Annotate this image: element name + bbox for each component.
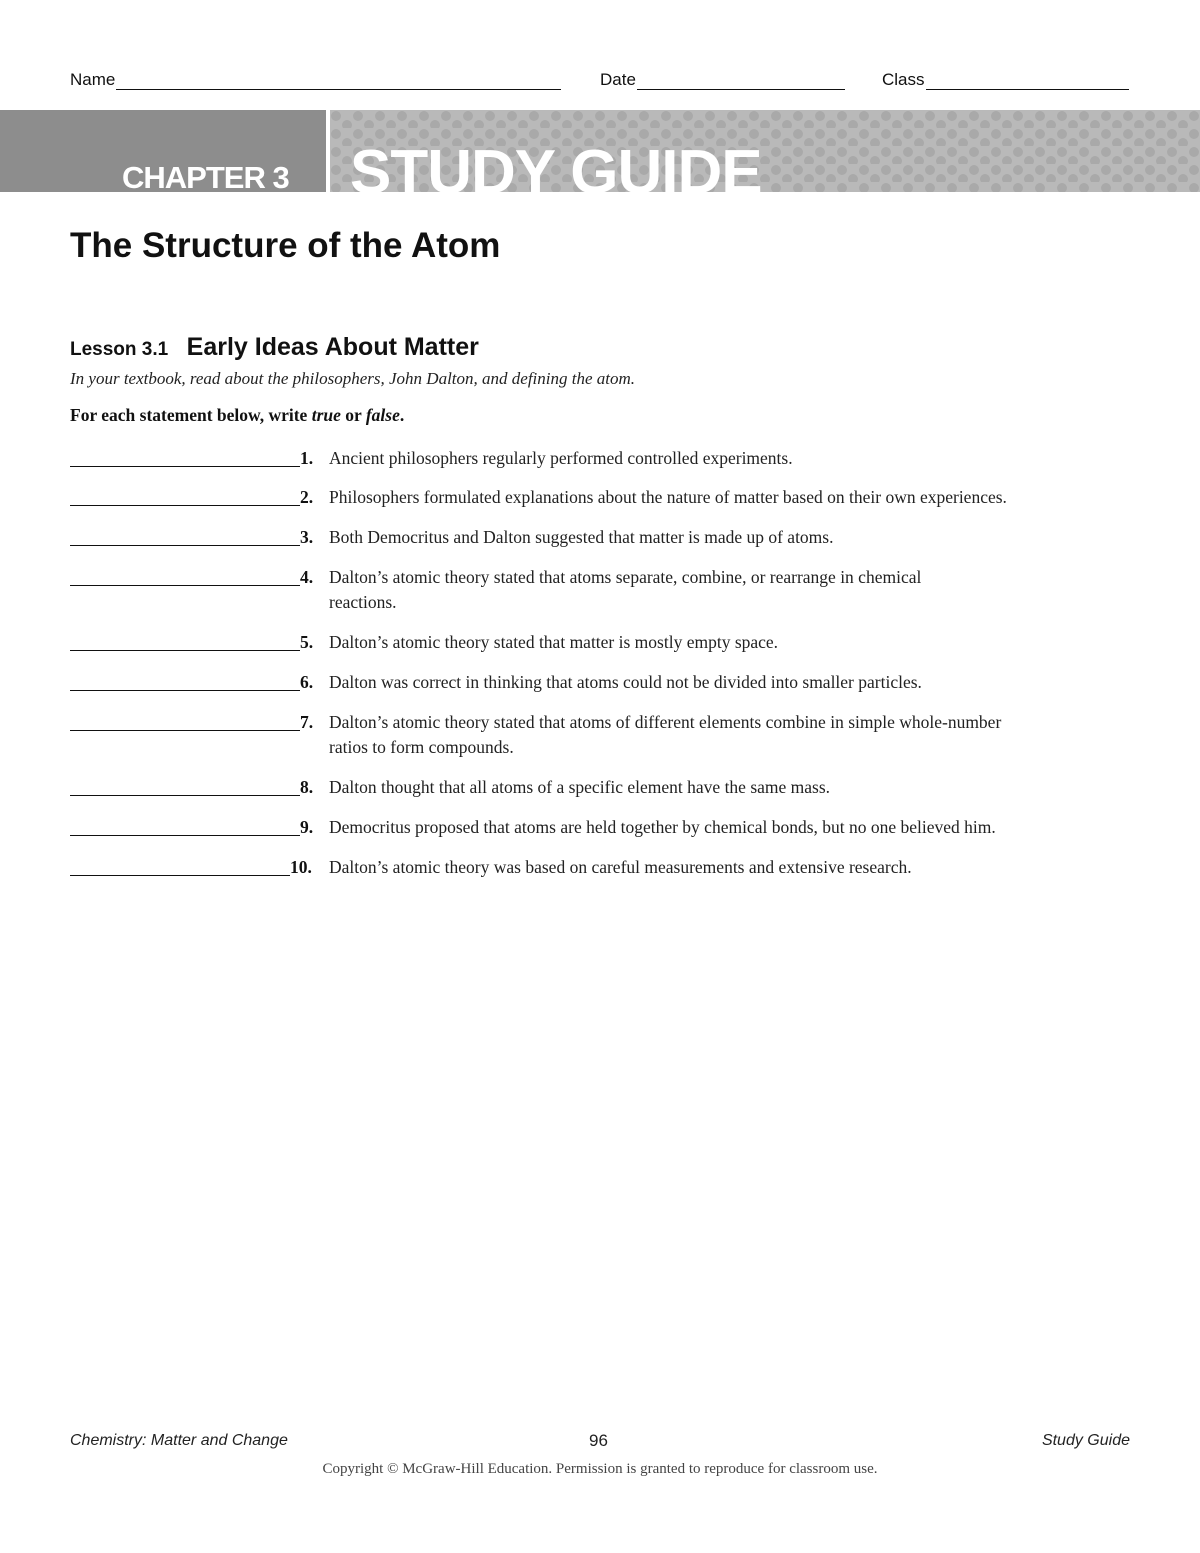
lesson-name: Early Ideas About Matter [186, 333, 479, 361]
answer-blank[interactable] [70, 815, 300, 836]
statement-number: 9. [300, 817, 314, 837]
statement-text: Philosophers formulated explanations about the nature of matter based on their own experiences. [329, 487, 1007, 507]
statement-item [70, 670, 1070, 695]
page-title: The Structure of the Atom [70, 226, 501, 265]
statement-text: Democritus proposed that atoms are held together by chemical bonds, but no one believed him. [329, 817, 996, 837]
header-fields [70, 70, 1130, 94]
statement-number: 7. [300, 712, 314, 732]
statement-item [70, 485, 1070, 510]
statement-item [70, 446, 1070, 471]
date-blank[interactable] [637, 71, 845, 90]
statement-text: Dalton thought that all atoms of a specific element have the same mass. [329, 777, 831, 797]
class-field [882, 70, 1129, 90]
copyright-notice: Copyright © McGraw-Hill Education. Permission is granted to reproduce for classroom use. [322, 1461, 878, 1477]
statement-text: Dalton’s atomic theory stated that matter is mostly empty space. [329, 632, 779, 652]
statement-number: 10. [290, 857, 312, 877]
instruction-suffix: . [399, 405, 405, 425]
class-blank[interactable] [926, 71, 1129, 90]
statement-text: Dalton’s atomic theory stated that atoms separate, combine, or rearrange in chemical reactions. [329, 567, 922, 612]
statement-number: 6. [300, 672, 314, 692]
answer-blank[interactable] [70, 525, 300, 546]
lesson-heading [70, 333, 479, 362]
statement-text: Dalton was correct in thinking that atoms could not be divided into smaller particles. [329, 672, 922, 692]
task-instruction [70, 405, 404, 426]
statement-number: 1. [300, 448, 314, 468]
statement-item [70, 565, 1070, 615]
statement-list [70, 446, 1070, 880]
statement-text: Dalton’s atomic theory stated that atoms of different elements combine in simple whole-number ratios to form compounds. [329, 712, 1002, 757]
study-guide-label: STUDY GUIDE [350, 138, 762, 207]
answer-blank[interactable] [70, 670, 300, 691]
statement-item [70, 815, 1070, 840]
answer-blank[interactable] [70, 710, 300, 731]
reading-instruction: In your textbook, read about the philosophers, John Dalton, and defining the atom. [70, 369, 636, 388]
name-blank[interactable] [116, 71, 561, 90]
answer-blank[interactable] [70, 775, 300, 796]
date-field [600, 70, 845, 90]
chapter-banner [0, 110, 1200, 207]
answer-blank[interactable] [70, 565, 300, 586]
date-label: Date [600, 70, 636, 89]
statement-text: Ancient philosophers regularly performed controlled experiments. [329, 448, 793, 468]
statement-text: Both Democritus and Dalton suggested that matter is made up of atoms. [329, 527, 834, 547]
statement-number: 4. [300, 567, 314, 587]
statement-number: 5. [300, 632, 314, 652]
footer-page-number: 96 [589, 1431, 608, 1450]
name-field [70, 70, 561, 90]
lesson-number: Lesson 3.1 [70, 339, 169, 360]
statement-item [70, 630, 1070, 655]
answer-blank[interactable] [70, 855, 290, 876]
statement-number: 8. [300, 777, 314, 797]
footer-book-title: Chemistry: Matter and Change [70, 1432, 288, 1449]
name-label: Name [70, 70, 116, 89]
instruction-prefix: For each statement below, write [70, 405, 312, 425]
footer-section: Study Guide [1041, 1432, 1130, 1449]
statement-item [70, 855, 1070, 880]
statement-item [70, 775, 1070, 800]
statement-item [70, 710, 1070, 760]
statement-number: 2. [300, 487, 314, 507]
statement-number: 3. [300, 527, 314, 547]
class-label: Class [882, 70, 925, 89]
instruction-false: false [365, 405, 400, 425]
chapter-label: CHAPTER 3 [122, 160, 289, 195]
instruction-true: true [311, 405, 341, 425]
instruction-or: or [340, 405, 366, 425]
answer-blank[interactable] [70, 446, 300, 467]
answer-blank[interactable] [70, 630, 300, 651]
statement-text: Dalton’s atomic theory was based on careful measurements and extensive research. [329, 857, 912, 877]
statement-item [70, 525, 1070, 550]
answer-blank[interactable] [70, 485, 300, 506]
